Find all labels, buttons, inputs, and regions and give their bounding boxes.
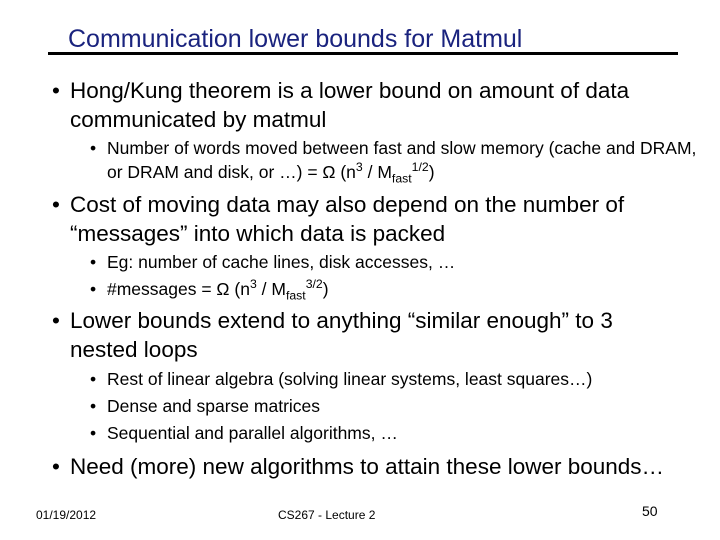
bullet-need-algorithms	[52, 452, 712, 481]
bullet-icon: •	[90, 279, 97, 299]
bullet-cost-messages	[52, 190, 712, 248]
subbullet-text: Eg: number of cache lines, disk accesses, …	[107, 252, 456, 272]
formula-exponent-2: 3/2	[305, 277, 323, 292]
bullet-icon: •	[52, 308, 60, 333]
subbullet-text: Sequential and parallel algorithms, …	[107, 423, 398, 443]
footer-course: CS267 - Lecture 2	[278, 508, 376, 522]
formula-pre: #messages = Ω (n	[107, 279, 250, 299]
formula-subscript: fast	[391, 171, 412, 186]
subbullet-seq-parallel	[90, 421, 710, 445]
subbullet-linear-algebra	[90, 367, 710, 391]
bullet-icon: •	[90, 396, 97, 416]
bullet-icon: •	[90, 369, 97, 389]
subbullet-words-moved	[90, 136, 710, 184]
bullet-icon: •	[90, 252, 97, 272]
formula-pre: Number of words moved between fast and slow memory (cache and DRAM, or DRAM and disk, or …) = Ω (n	[107, 138, 697, 182]
bullet-lower-bounds-extend	[52, 306, 712, 364]
bullet-text: Cost of moving data may also depend on the number of “messages” into which data is packed	[70, 192, 625, 246]
formula-subscript: fast	[285, 288, 306, 303]
bullet-text: Hong/Kung theorem is a lower bound on amount of data communicated by matmul	[70, 78, 630, 132]
subbullet-messages-bound	[90, 277, 710, 301]
subbullet-text: Dense and sparse matrices	[107, 396, 321, 416]
subbullet-text: Rest of linear algebra (solving linear systems, least squares…)	[107, 369, 593, 389]
formula-exponent-2: 1/2	[411, 160, 429, 175]
bullet-icon: •	[90, 423, 97, 443]
formula-post: )	[428, 162, 435, 182]
bullet-icon: •	[52, 454, 60, 479]
footer-date: 01/19/2012	[36, 508, 97, 522]
bullet-icon: •	[52, 78, 60, 103]
bullet-text: Lower bounds extend to anything “similar enough” to 3 nested loops	[70, 308, 613, 362]
formula-post: )	[322, 279, 329, 299]
formula-mid: / M	[362, 162, 392, 182]
bullet-hong-kung	[52, 76, 712, 134]
formula-exponent: 3	[249, 277, 257, 292]
bullet-icon: •	[90, 138, 97, 158]
slide-title: Communication lower bounds for Matmul	[48, 24, 678, 55]
formula-mid: / M	[256, 279, 286, 299]
bullet-text: Need (more) new algorithms to attain these lower bounds…	[70, 454, 665, 479]
subbullet-cache-lines	[90, 250, 710, 274]
page-number: 50	[642, 503, 658, 519]
bullet-icon: •	[52, 192, 60, 217]
formula-exponent: 3	[355, 160, 363, 175]
subbullet-dense-sparse	[90, 394, 710, 418]
